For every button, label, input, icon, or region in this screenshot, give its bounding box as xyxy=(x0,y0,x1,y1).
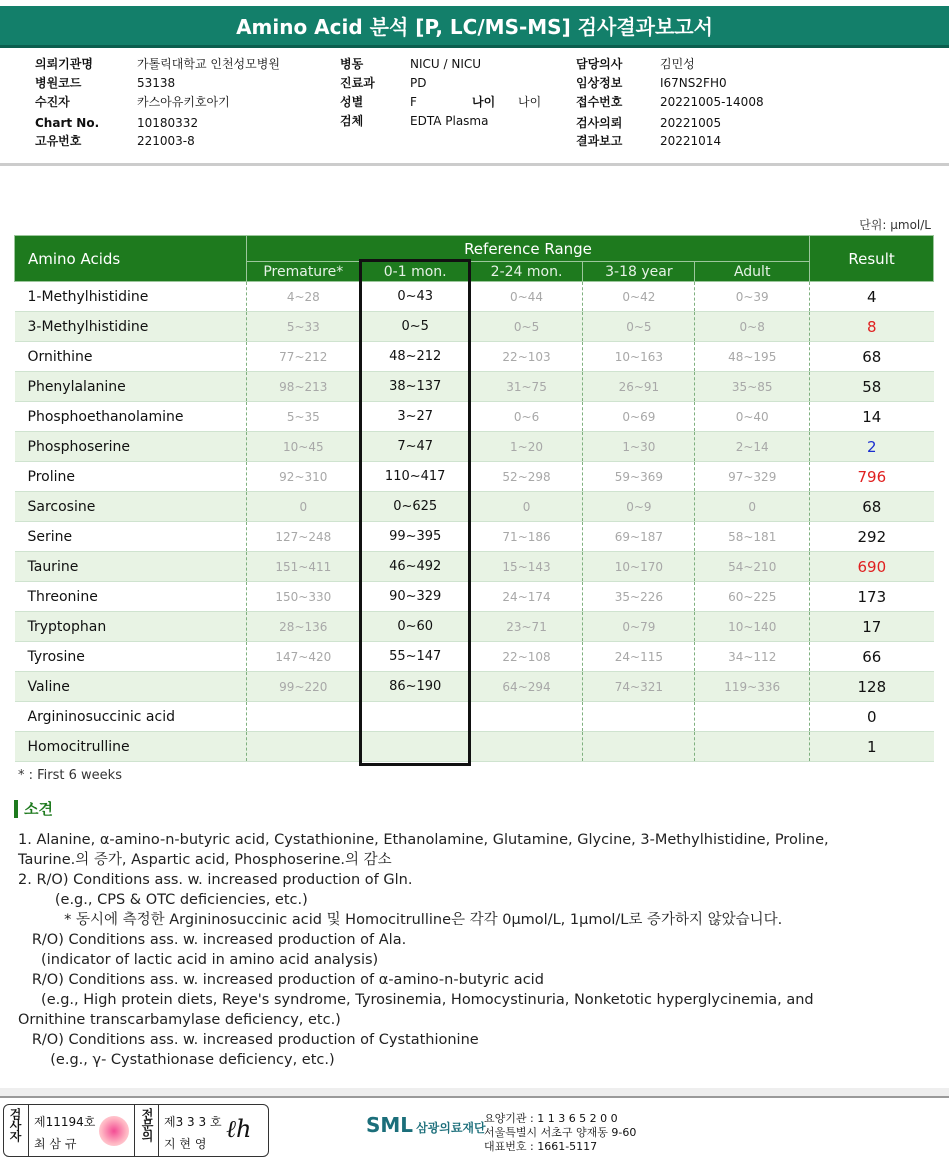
amino-acid-name: Homocitrulline xyxy=(15,732,247,762)
reference-range xyxy=(246,732,360,762)
reference-range: 119~336 xyxy=(695,672,810,702)
reference-range xyxy=(360,702,470,732)
reference-range: 0~69 xyxy=(583,402,695,432)
reference-range: 0~40 xyxy=(695,402,810,432)
specialist-name: 지 현 영 xyxy=(164,1137,207,1151)
info-label: 병원코드 xyxy=(35,76,82,90)
header-age-group: 0-1 mon. xyxy=(360,262,470,282)
table-row xyxy=(15,492,934,522)
reference-range: 54~210 xyxy=(695,552,810,582)
reference-range: 127~248 xyxy=(246,522,360,552)
reference-range: 0~9 xyxy=(583,492,695,522)
reference-range: 147~420 xyxy=(246,642,360,672)
reference-range: 4~28 xyxy=(246,282,360,312)
info-value: EDTA Plasma xyxy=(410,114,489,128)
info-label: Chart No. xyxy=(35,116,100,130)
specialist-license: 제3 3 3 호 xyxy=(164,1115,222,1129)
info-label: 의뢰기관명 xyxy=(35,57,93,71)
report-title: Amino Acid 분석 [P, LC/MS-MS] 검사결과보고서 xyxy=(0,6,949,48)
tester-label: 검사자 xyxy=(8,1108,22,1141)
reference-range: 23~71 xyxy=(470,612,583,642)
reference-range: 150~330 xyxy=(246,582,360,612)
reference-range: 0~43 xyxy=(360,282,470,312)
result-value: 2 xyxy=(810,432,934,462)
reference-range: 1~20 xyxy=(470,432,583,462)
info-value: 가톨릭대학교 인천성모병원 xyxy=(137,57,280,71)
reference-range: 99~220 xyxy=(246,672,360,702)
amino-acid-table xyxy=(14,235,934,762)
header-result: Result xyxy=(810,236,934,282)
reference-range: 110~417 xyxy=(360,462,470,492)
patient-info xyxy=(0,55,949,155)
amino-acid-name: Phenylalanine xyxy=(15,372,247,402)
reference-range: 0~79 xyxy=(583,612,695,642)
divider xyxy=(0,163,949,166)
header-age-group: 2-24 mon. xyxy=(470,262,583,282)
table-row xyxy=(15,582,934,612)
reference-range xyxy=(695,732,810,762)
reference-range: 31~75 xyxy=(470,372,583,402)
info-value: 김민성 xyxy=(660,57,695,71)
result-value: 0 xyxy=(810,702,934,732)
reference-range xyxy=(583,702,695,732)
reference-range: 24~115 xyxy=(583,642,695,672)
result-value: 173 xyxy=(810,582,934,612)
reference-range: 77~212 xyxy=(246,342,360,372)
reference-range: 0~625 xyxy=(360,492,470,522)
info-value: NICU / NICU xyxy=(410,57,482,71)
info-value: 20221005-14008 xyxy=(660,95,764,109)
reference-range xyxy=(360,732,470,762)
reference-range: 5~33 xyxy=(246,312,360,342)
amino-acid-name: Serine xyxy=(15,522,247,552)
reference-range: 26~91 xyxy=(583,372,695,402)
result-value: 58 xyxy=(810,372,934,402)
reference-range: 97~329 xyxy=(695,462,810,492)
reference-range xyxy=(246,702,360,732)
reference-range: 0~39 xyxy=(695,282,810,312)
info-value: 20221014 xyxy=(660,134,722,148)
info-value: PD xyxy=(410,76,427,90)
table-row xyxy=(15,462,934,492)
table-row xyxy=(15,732,934,762)
table-row xyxy=(15,432,934,462)
reference-range: 28~136 xyxy=(246,612,360,642)
header-age-group: Adult xyxy=(695,262,810,282)
org-code: 요양기관 : 1 1 3 6 5 2 0 0 xyxy=(484,1112,618,1125)
amino-acid-name: Proline xyxy=(15,462,247,492)
info-label: 검사의뢰 xyxy=(576,116,623,130)
reference-range: 0 xyxy=(470,492,583,522)
table-row xyxy=(15,372,934,402)
header-amino-acids: Amino Acids xyxy=(15,236,247,282)
reference-range: 0~5 xyxy=(583,312,695,342)
reference-range: 10~140 xyxy=(695,612,810,642)
amino-acid-name: Tryptophan xyxy=(15,612,247,642)
reference-range: 69~187 xyxy=(583,522,695,552)
reference-range: 0~6 xyxy=(470,402,583,432)
reference-range: 38~137 xyxy=(360,372,470,402)
reference-range: 90~329 xyxy=(360,582,470,612)
reference-range: 48~195 xyxy=(695,342,810,372)
result-value: 4 xyxy=(810,282,934,312)
info-label: 담당의사 xyxy=(576,57,623,71)
info-label: 수진자 xyxy=(35,95,70,109)
specialist-label: 전문의 xyxy=(140,1108,154,1141)
sml-logo: SML 삼광의료재단 xyxy=(366,1113,486,1137)
info-value: I67NS2FH0 xyxy=(660,76,727,90)
reference-range: 10~45 xyxy=(246,432,360,462)
age-label: 나이 xyxy=(472,95,496,109)
result-value: 796 xyxy=(810,462,934,492)
reference-range xyxy=(583,732,695,762)
amino-acid-name: 1-Methylhistidine xyxy=(15,282,247,312)
reference-range: 0~5 xyxy=(360,312,470,342)
reference-range: 99~395 xyxy=(360,522,470,552)
header-age-group: 3-18 year xyxy=(583,262,695,282)
reference-range: 0~44 xyxy=(470,282,583,312)
result-value: 8 xyxy=(810,312,934,342)
result-value: 66 xyxy=(810,642,934,672)
reference-range: 52~298 xyxy=(470,462,583,492)
footer-divider xyxy=(0,1088,949,1098)
reference-range: 74~321 xyxy=(583,672,695,702)
result-value: 17 xyxy=(810,612,934,642)
reference-range: 71~186 xyxy=(470,522,583,552)
info-label: 진료과 xyxy=(340,76,375,90)
result-value: 128 xyxy=(810,672,934,702)
reference-range: 2~14 xyxy=(695,432,810,462)
age-value: 나이 xyxy=(518,95,542,109)
amino-acid-name: Argininosuccinic acid xyxy=(15,702,247,732)
reference-range: 59~369 xyxy=(583,462,695,492)
info-label: 병동 xyxy=(340,57,364,71)
result-value: 292 xyxy=(810,522,934,552)
reference-range: 0 xyxy=(695,492,810,522)
info-value: 221003-8 xyxy=(137,134,195,148)
reference-range: 48~212 xyxy=(360,342,470,372)
reference-range: 0 xyxy=(246,492,360,522)
reference-range: 35~85 xyxy=(695,372,810,402)
table-row xyxy=(15,402,934,432)
info-value: 10180332 xyxy=(137,116,199,130)
reference-range xyxy=(470,702,583,732)
result-value: 1 xyxy=(810,732,934,762)
remarks-text: 1. Alanine, α-amino-n-butyric acid, Cystathionine, Ethanolamine, Glutamine, Glycine, 3-Methylhistidine, Proline, Taurine.의 증가, Aspartic acid, Phosphoserine.의 감소 2. R/O) Conditions ass. w. increased production of Gln. (e.g., CPS & OTC deficiencies, etc.) * 동시에 측정한 Argininosuccinic acid 및 Homocitrulline은 각각 0μmol/L, 1μmol/L로 증가하지 않았습니다. R/O) Conditions ass. w. increased production of Ala. (indicator of lactic acid in amino acid analysis) R/O) Conditions ass. w. increased production of α-amino-n-butyric acid (e.g., High protein diets, Reye's syndrome, Tyrosinemia, Homocystinuria, Nonketotic hyperglycinemia, and Ornithine transcarbamylase deficiency, etc.) R/O) Conditions ass. w. increased production of Cystathionine (e.g., γ- Cystathionase deficiency, etc.) xyxy=(18,832,829,1068)
header-reference-range: Reference Range xyxy=(246,236,809,262)
reference-range xyxy=(695,702,810,732)
org-address: 서울특별시 서초구 양재동 9-60 xyxy=(484,1126,637,1139)
table-row xyxy=(15,552,934,582)
org-phone: 대표번호 : 1661-5117 xyxy=(484,1140,598,1153)
reference-range: 5~35 xyxy=(246,402,360,432)
signature-icon: ℓh xyxy=(226,1115,252,1143)
reference-range xyxy=(470,732,583,762)
info-label: 고유번호 xyxy=(35,134,82,148)
reference-range: 55~147 xyxy=(360,642,470,672)
amino-acid-name: Ornithine xyxy=(15,342,247,372)
result-value: 68 xyxy=(810,342,934,372)
footnote: * : First 6 weeks xyxy=(18,768,122,783)
reference-range: 22~103 xyxy=(470,342,583,372)
signature-box xyxy=(3,1104,269,1157)
reference-range: 60~225 xyxy=(695,582,810,612)
info-label: 검체 xyxy=(340,114,364,128)
reference-range: 0~5 xyxy=(470,312,583,342)
reference-range: 7~47 xyxy=(360,432,470,462)
table-row xyxy=(15,642,934,672)
table-row xyxy=(15,672,934,702)
reference-range: 10~170 xyxy=(583,552,695,582)
reference-range: 22~108 xyxy=(470,642,583,672)
result-value: 14 xyxy=(810,402,934,432)
info-value: F xyxy=(410,95,417,109)
reference-range: 86~190 xyxy=(360,672,470,702)
reference-range: 46~492 xyxy=(360,552,470,582)
amino-acid-name: Valine xyxy=(15,672,247,702)
header-age-group: Premature* xyxy=(246,262,360,282)
table-row xyxy=(15,702,934,732)
org-info xyxy=(484,1112,636,1154)
amino-acid-name: Phosphoserine xyxy=(15,432,247,462)
reference-range: 1~30 xyxy=(583,432,695,462)
reference-range: 0~8 xyxy=(695,312,810,342)
reference-range: 151~411 xyxy=(246,552,360,582)
reference-range: 24~174 xyxy=(470,582,583,612)
amino-acid-name: Taurine xyxy=(15,552,247,582)
table-row xyxy=(15,312,934,342)
tester-license: 제11194호 xyxy=(34,1115,96,1129)
info-value: 20221005 xyxy=(660,116,722,130)
reference-range: 10~163 xyxy=(583,342,695,372)
reference-range: 64~294 xyxy=(470,672,583,702)
opinion-title: 소견 xyxy=(14,800,53,818)
info-value: 카스아유키호아기 xyxy=(137,95,230,109)
table-row xyxy=(15,522,934,552)
info-label: 접수번호 xyxy=(576,95,623,109)
result-value: 690 xyxy=(810,552,934,582)
unit-label: 단위: μmol/L xyxy=(859,218,931,232)
reference-range: 0~42 xyxy=(583,282,695,312)
reference-range: 35~226 xyxy=(583,582,695,612)
amino-acid-name: Tyrosine xyxy=(15,642,247,672)
info-value: 53138 xyxy=(137,76,176,90)
reference-range: 58~181 xyxy=(695,522,810,552)
info-label: 결과보고 xyxy=(576,134,623,148)
amino-acid-name: Threonine xyxy=(15,582,247,612)
reference-range: 3~27 xyxy=(360,402,470,432)
amino-acid-name: Phosphoethanolamine xyxy=(15,402,247,432)
amino-acid-name: 3-Methylhistidine xyxy=(15,312,247,342)
result-value: 68 xyxy=(810,492,934,522)
tester-name: 최 삼 규 xyxy=(34,1137,77,1151)
table-row xyxy=(15,282,934,312)
reference-range: 15~143 xyxy=(470,552,583,582)
reference-range: 34~112 xyxy=(695,642,810,672)
seal-stamp-icon xyxy=(99,1116,129,1146)
amino-acid-name: Sarcosine xyxy=(15,492,247,522)
table-row xyxy=(15,342,934,372)
reference-range: 92~310 xyxy=(246,462,360,492)
table-row xyxy=(15,612,934,642)
reference-range: 98~213 xyxy=(246,372,360,402)
info-label: 임상정보 xyxy=(576,76,623,90)
info-label: 성별 xyxy=(340,95,364,109)
reference-range: 0~60 xyxy=(360,612,470,642)
